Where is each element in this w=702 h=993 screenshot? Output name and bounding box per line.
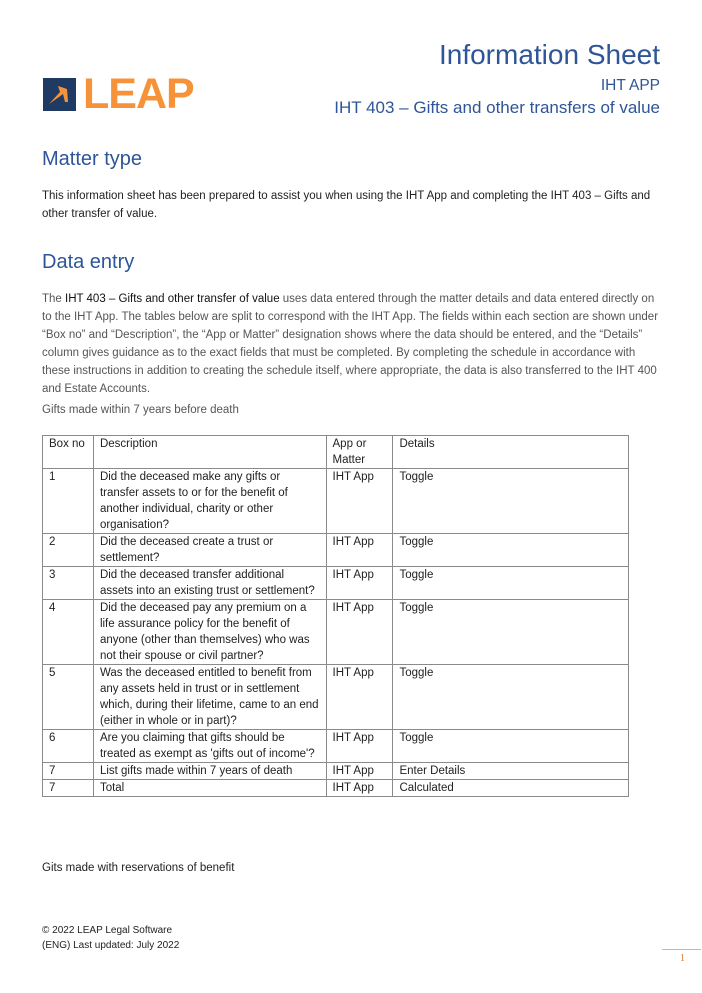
form-title: IHT 403 – Gifts and other transfers of value [334, 98, 660, 117]
header-details: Details [393, 436, 629, 469]
app-or-matter: IHT App [326, 665, 393, 730]
details: Toggle [393, 534, 629, 567]
details: Toggle [393, 665, 629, 730]
form-name-emphasis: IHT 403 – Gifts and other transfer of value [65, 293, 280, 305]
description: Was the deceased entitled to benefit from any assets held in trust or in settlement which, during their lifetime, came to an end (either in whole or in part)? [93, 665, 326, 730]
details: Toggle [393, 567, 629, 600]
description: Are you claiming that gifts should be treated as exempt as 'gifts out of income'? [93, 730, 326, 763]
details: Toggle [393, 730, 629, 763]
box-no: 2 [43, 534, 94, 567]
document-header [334, 38, 660, 119]
table-caption: Gifts made within 7 years before death [42, 404, 239, 416]
footer [42, 923, 179, 953]
table-row [43, 780, 629, 797]
app-or-matter: IHT App [326, 763, 393, 780]
leap-logo [43, 70, 194, 118]
description: List gifts made within 7 years of death [93, 763, 326, 780]
app-or-matter: IHT App [326, 469, 393, 534]
app-or-matter: IHT App [326, 780, 393, 797]
details: Calculated [393, 780, 629, 797]
body-rest: uses data entered through the matter details and data entered directly on to the IHT App. The tables below are split to correspond with the IHT App. The fields within each section are shown under “Box no” and “Description”, the “App or Matter” designation shows where the data should be entered, and the “Details” column gives guidance as to the exact fields that must be completed. By completing the schedule in accordance with these instructions in addition to creating the schedule itself, where appropriate, the data is also transferred to the IHT 400 and Estate Accounts. [42, 293, 659, 395]
page-number: 1 [680, 953, 685, 964]
description: Did the deceased transfer additional assets into an existing trust or settlement? [93, 567, 326, 600]
box-no: 4 [43, 600, 94, 665]
page-number-rule [662, 949, 701, 950]
table-row [43, 665, 629, 730]
table-header-row [43, 436, 629, 469]
data-entry-heading: Data entry [42, 251, 135, 273]
header-box-no: Box no [43, 436, 94, 469]
box-no: 7 [43, 763, 94, 780]
matter-type-body: This information sheet has been prepared to assist you when using the IHT App and completing the IHT 403 – Gifts and other transfer of value. [42, 190, 651, 220]
gifts-table [42, 435, 629, 797]
last-updated: (ENG) Last updated: July 2022 [42, 940, 180, 951]
table-row [43, 600, 629, 665]
next-table-caption: Gits made with reservations of benefit [42, 862, 235, 874]
leap-logo-icon [43, 78, 76, 111]
description: Did the deceased create a trust or settlement? [93, 534, 326, 567]
header-app-or-matter: App or Matter [326, 436, 393, 469]
page-title: Information Sheet [438, 39, 660, 70]
details: Toggle [393, 469, 629, 534]
table-row [43, 567, 629, 600]
box-no: 7 [43, 780, 94, 797]
app-or-matter: IHT App [326, 600, 393, 665]
table-row [43, 469, 629, 534]
box-no: 6 [43, 730, 94, 763]
data-entry-body [42, 290, 662, 398]
details: Toggle [393, 600, 629, 665]
app-or-matter: IHT App [326, 534, 393, 567]
description: Did the deceased pay any premium on a life assurance policy for the benefit of anyone (other than themselves) who was not their spouse or civil partner? [93, 600, 326, 665]
box-no: 5 [43, 665, 94, 730]
header-description: Description [93, 436, 326, 469]
description: Total [93, 780, 326, 797]
details: Enter Details [393, 763, 629, 780]
app-or-matter: IHT App [326, 567, 393, 600]
page-subtitle: IHT APP [600, 77, 660, 94]
table-row [43, 730, 629, 763]
box-no: 3 [43, 567, 94, 600]
description: Did the deceased make any gifts or transfer assets to or for the benefit of another individual, charity or other organisation? [93, 469, 326, 534]
table-row [43, 534, 629, 567]
box-no: 1 [43, 469, 94, 534]
leap-logo-text: LEAP [83, 70, 194, 118]
table-row [43, 763, 629, 780]
copyright: © 2022 LEAP Legal Software [42, 925, 173, 936]
body-prefix: The [42, 293, 66, 305]
matter-type-heading: Matter type [42, 148, 143, 170]
app-or-matter: IHT App [326, 730, 393, 763]
